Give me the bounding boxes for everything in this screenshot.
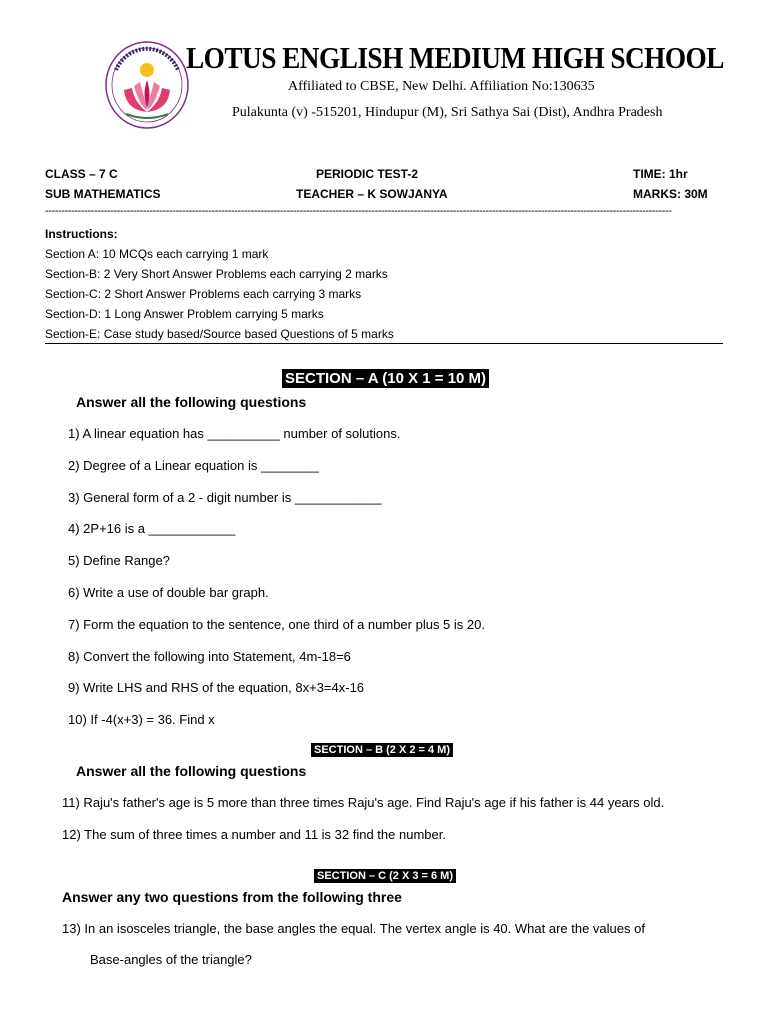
- teacher-label: TEACHER – K SOWJANYA: [296, 187, 448, 201]
- instruction-line: Section A: 10 MCQs each carrying 1 mark: [45, 247, 269, 261]
- question-7: 7) Form the equation to the sentence, one third of a number plus 5 is 20.: [68, 617, 485, 632]
- section-b-title: SECTION – B (2 X 2 = 4 M): [311, 743, 453, 757]
- section-c-directive: Answer any two questions from the following three: [62, 889, 402, 905]
- question-12: 12) The sum of three times a number and 11 is 32 find the number.: [62, 827, 446, 842]
- section-c-title: SECTION – C (2 X 3 = 6 M): [314, 869, 456, 883]
- question-9: 9) Write LHS and RHS of the equation, 8x+3=4x-16: [68, 680, 365, 695]
- school-logo: [104, 40, 190, 130]
- school-name: LOTUS ENGLISH MEDIUM HIGH SCHOOL: [186, 40, 724, 75]
- question-5: 5) Define Range?: [68, 553, 170, 568]
- question-2: 2) Degree of a Linear equation is ________: [68, 458, 319, 473]
- question-8: 8) Convert the following into Statement, 4m-18=6: [68, 649, 351, 664]
- instructions-heading: Instructions:: [45, 227, 118, 241]
- affiliation-text: Affiliated to CBSE, New Delhi. Affiliation No:130635: [288, 79, 595, 94]
- section-a-title: SECTION – A (10 X 1 = 10 M): [282, 369, 489, 388]
- address-text: Pulakunta (v) -515201, Hindupur (M), Sri Sathya Sai (Dist), Andhra Pradesh: [232, 105, 663, 120]
- question-13: 13) In an isosceles triangle, the base angles the equal. The vertex angle is 40. What are the values of: [62, 921, 645, 936]
- instruction-line: Section-E: Case study based/Source based Questions of 5 marks: [45, 327, 394, 341]
- instruction-line: Section-C: 2 Short Answer Problems each carrying 3 marks: [45, 287, 362, 301]
- question-11: 11) Raju's father's age is 5 more than three times Raju's age. Find Raju's age if his father is 44 years old.: [62, 795, 665, 810]
- class-label: CLASS – 7 C: [45, 167, 118, 181]
- question-13-continued: Base-angles of the triangle?: [90, 952, 252, 967]
- section-a-directive: Answer all the following questions: [76, 394, 307, 410]
- question-3: 3) General form of a 2 - digit number is ____________: [68, 490, 382, 505]
- test-label: PERIODIC TEST-2: [316, 167, 419, 181]
- subject-label: SUB MATHEMATICS: [45, 187, 161, 201]
- question-4: 4) 2P+16 is a ____________: [68, 521, 236, 536]
- instruction-line: Section-B: 2 Very Short Answer Problems each carrying 2 marks: [45, 267, 388, 281]
- marks-label: MARKS: 30M: [633, 187, 708, 201]
- question-1: 1) A linear equation has __________ number of solutions.: [68, 426, 401, 441]
- horizontal-rule: [45, 343, 723, 344]
- question-6: 6) Write a use of double bar graph.: [68, 585, 269, 600]
- instruction-line: Section-D: 1 Long Answer Problem carrying 5 marks: [45, 307, 324, 321]
- section-b-directive: Answer all the following questions: [76, 763, 307, 779]
- question-10: 10) If -4(x+3) = 36. Find x: [68, 712, 215, 727]
- time-label: TIME: 1hr: [633, 167, 688, 181]
- dashed-divider: ------------------------------------------------------------------------------------------------------------------------------------------------------------------------------------------------: [45, 205, 672, 217]
